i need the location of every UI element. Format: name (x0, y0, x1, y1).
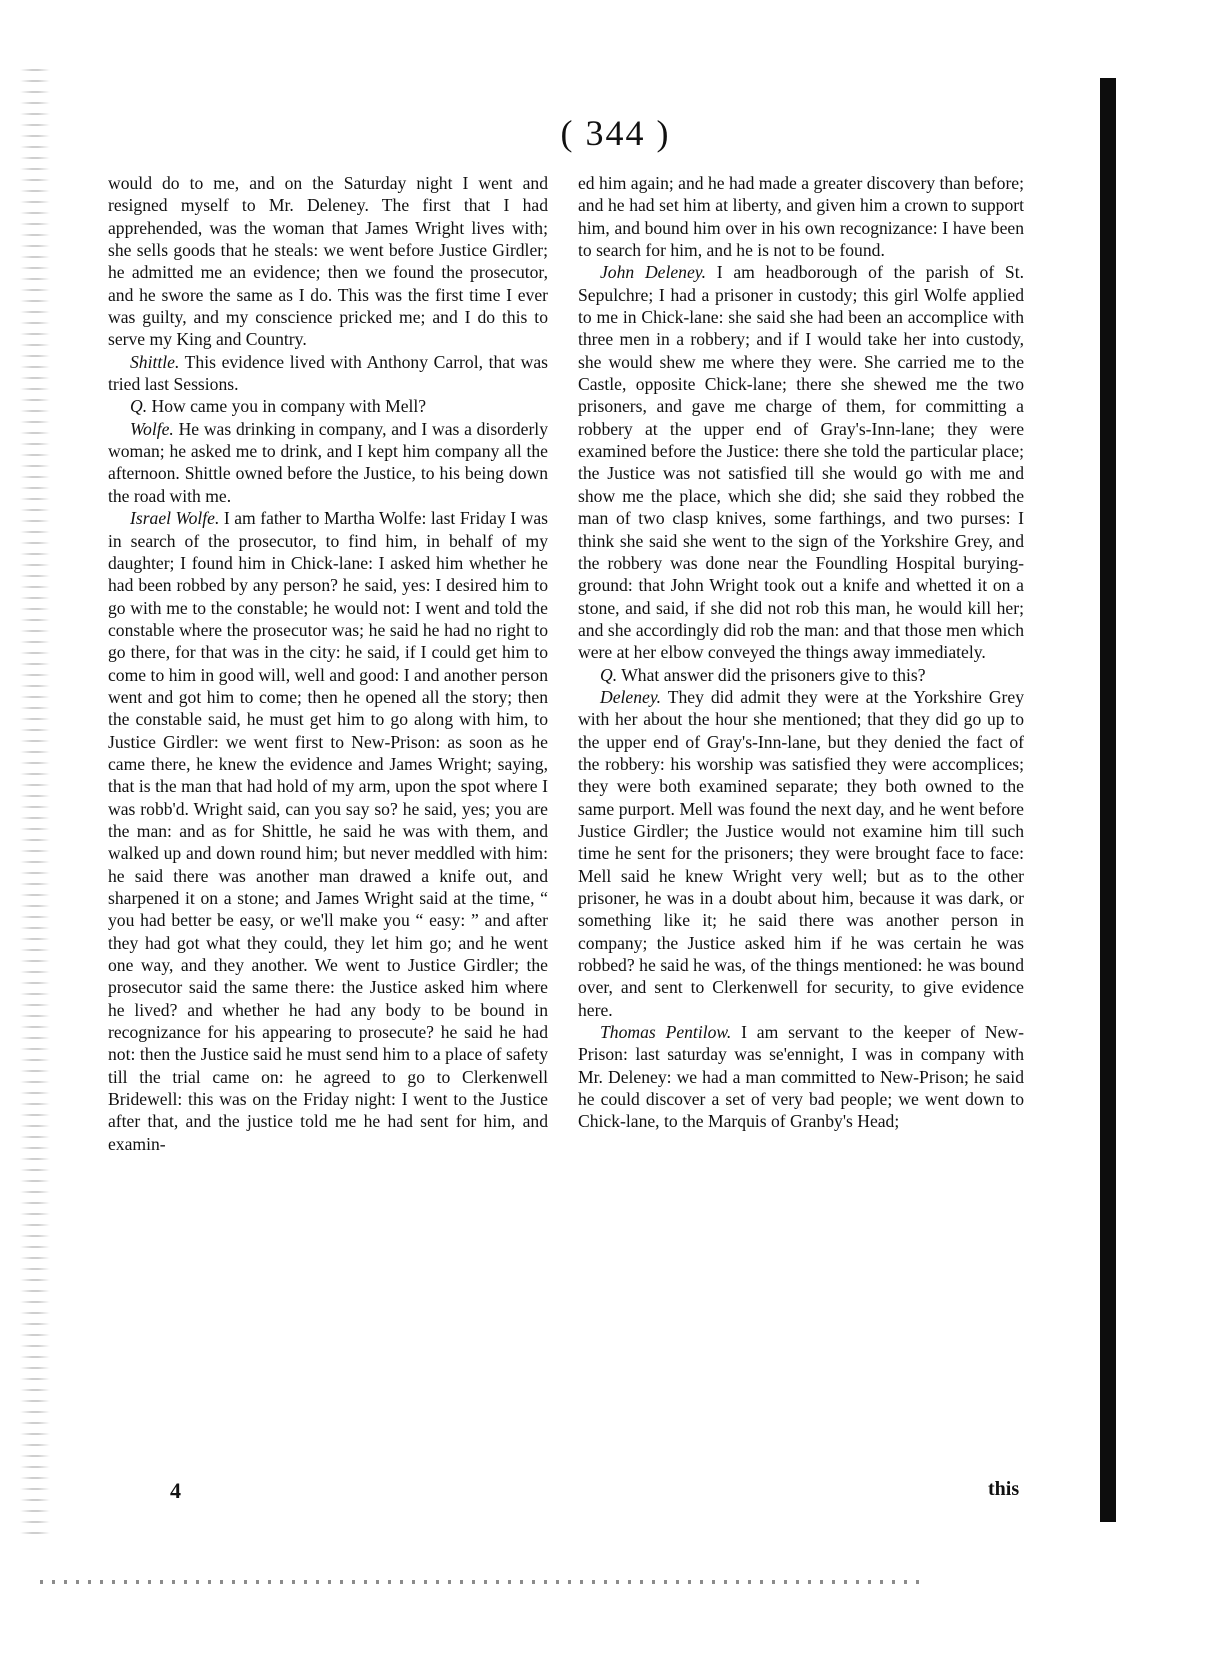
left-column (108, 172, 548, 1155)
catchword: this (988, 1478, 1020, 1500)
signature-mark: 4 (170, 1478, 181, 1503)
speaker-name: Wolfe. (130, 418, 174, 439)
paragraph: ed him again; and he had made a greater discovery than before; and he had set him at liberty, and given him a crown to support him, and bound him over in his own recognizance: I have been to search for him, and he is not to be found. (578, 173, 1025, 261)
scan-bottom-specks (40, 1580, 920, 1584)
speaker-name: Shittle. (130, 351, 180, 372)
speaker-name: Deleney. (600, 686, 662, 707)
paragraph: Q. What answer did the prisoners give to this? (600, 664, 926, 685)
speaker-name: John Deleney. (600, 262, 706, 283)
paragraph: Deleney. They did admit they were at the Yorkshire Grey with her about the hour she mentioned; that they did go up to the upper end of Gray's-Inn-lane, but they denied the fact of the robbery: his worship was satisfied they were accomplices; they were both examined separate; they both owned to the same purport. Mell was found the next day, and he went before Justice Girdler; the Justice would not examine him till such time he sent for the prisoners; they were brought face to face: Mell said he knew Wright very well; but as to the other prisoner, he was in a doubt about him, because it was dark, or something like it; he said there was another person in company; the Justice asked him if he was certain he was robbed? he said he was, of the things mentioned: he was bound over, and sent to Clerkenwell for security, to give evidence here. (578, 686, 1024, 1020)
paragraph: Thomas Pentilow. I am servant to the keeper of New-Prison: last saturday was se'ennight, I was in company with Mr. Deleney: we had a man committed to New-Prison; he said he could discover a set of very bad people; we went down to Chick-lane, to the Marquis of Granby's Head; (578, 1022, 1024, 1132)
binding-shadow (1100, 78, 1116, 1522)
paragraph: John Deleney. I am headborough of the parish of St. Sepulchre; I had a prisoner in custody; this girl Wolfe applied to me in Chick-lane: she said she had been an accomplice with three men in a robbery; and if I would take her into custody, she would shew me where they were. She carried me to the Castle, opposite Chick-lane; there she shewed me the two prisoners, and gave me charge of them, for committing a robbery at the upper end of Gray's-Inn-lane; they were examined before the Justice: there she told the particular place; the Justice was not satisfied till she would go with me and show me the place, which she did; she said they robbed the man of two clasp knives, some farthings, and two purses: I think she said she went to the sign of the Yorkshire Grey, and the robbery was done near the Foundling Hospital burying-ground: that John Wright took out a knife and whetted it on a stone, and said, if she did not rob this man, he would kill her; and she accordingly did rob the man: and that those men which were at her elbow conveyed the things away immediately. (578, 262, 1025, 663)
speaker-name: Q. (130, 396, 148, 417)
speaker-name: Israel Wolfe. (130, 508, 220, 529)
speaker-name: Thomas Pentilow. (600, 1022, 732, 1043)
scan-margin-specks (20, 60, 50, 1540)
page-number: ( 344 ) (560, 113, 671, 153)
paragraph: Wolfe. He was drinking in company, and I was a disorderly woman; he asked me to drink, and I kept him company all the afternoon. Shittle owned before the Justice, to his being down the road with me. (108, 418, 548, 506)
paragraph: Shittle. This evidence lived with Anthony Carrol, that was tried last Sessions. (108, 351, 548, 395)
right-column (578, 172, 1024, 1133)
paragraph: would do to me, and on the Saturday night I went and resigned myself to Mr. Deleney. The first that I had apprehended, was the woman that James Wright lives with; she sells goods that he steals: we went before Justice Girdler; he admitted me an evidence; then we found the prosecutor, and he swore the same as I do. This was the first time I ever was guilty, and my conscience pricked me; and I do this to serve my King and Country. (108, 173, 548, 350)
speaker-name: Q. (600, 664, 618, 685)
paragraph: Israel Wolfe. I am father to Martha Wolfe: last Friday I was in search of the prosecutor, to find him, in behalf of my daughter; I found him in Chick-lane: I asked him whether he had been robbed by any person? he said, yes: I desired him to go with me to the constable; he would not: I went and told the constable where the prosecutor was; he said he had no right to go there, for that was in the city: he said, if I could get him to come to him in good will, well and good: I and another person went and got him to come; then he opened all the story; then the constable said, he must get him to go along with him, to Justice Girdler: we went first to New-Prison: as soon as he came there, he knew the evidence and James Wright; saying, that is the man that had hold of my arm, upon the spot where I was robb'd. Wright said, can you say so? he said, yes; you are the man: and as for Shittle, he said he was with them, and walked up and down round him; but never meddled with him: he said there was another man drawed a knife out, and sharpened it on a stone; and James Wright said at the time, “ you had better be easy, or we'll make you “ easy: ” and after they had got what they could, they let him go; and he went one way, and they another. We went to Justice Girdler; the prosecutor said the same there: the Justice asked him where he lived? and whether he had any body to be bound in recognizance for his appearing to prosecute? he said he had not: then the Justice said he must send him to a place of safety till the trial came on: he agreed to go to Clerkenwell Bridewell: this was on the Friday night: I went to the Justice after that, and the justice told me he had sent for him, and examin- (108, 508, 548, 1154)
paragraph: Q. How came you in company with Mell? (130, 396, 427, 417)
